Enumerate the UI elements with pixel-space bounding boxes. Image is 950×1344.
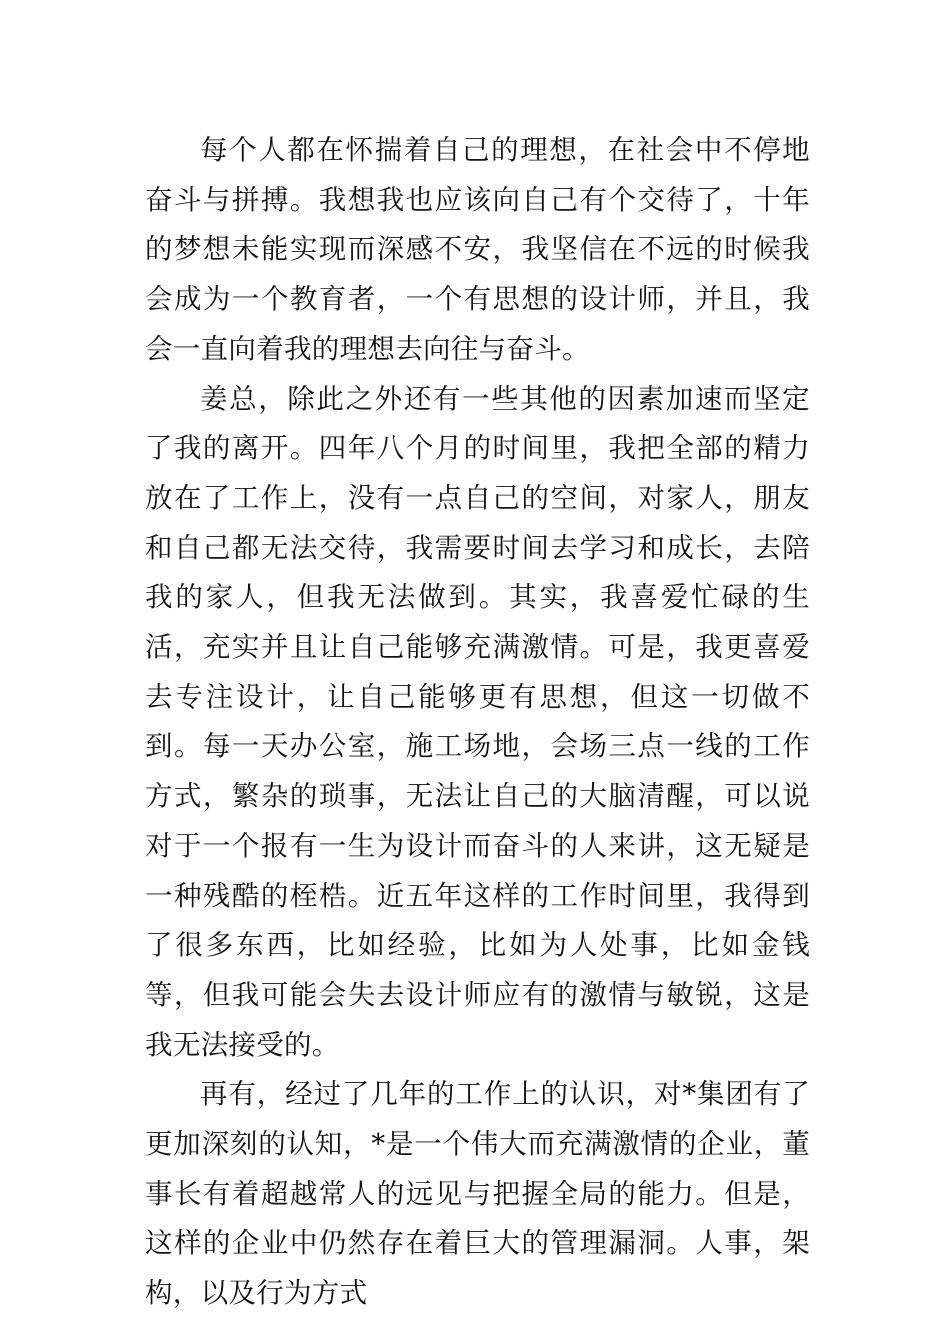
paragraph-reasons-for-leaving: 姜总，除此之外还有一些其他的因素加速而坚定了我的离开。四年八个月的时间里，我把全部的精力放在了工作上，没有一点自己的空间，对家人，朋友和自己都无法交待，我需要时间去学习和成长，去陪我的家人，但我无法做到。其实，我喜爱忙碌的生活，充实并且让自己能够充满激情。可是，我更喜爱去专注设计，让自己能够更有思想，但这一切做不到。每一天办公室，施工场地，会场三点一线的工作方式，繁杂的琐事，无法让自己的大脑清醒，可以说对于一个报有一生为设计而奋斗的人来讲，这无疑是一种残酷的桎梏。近五年这样的工作时间里，我得到了很多东西，比如经验，比如为人处事，比如金钱等，但我可能会失去设计师应有的激情与敏锐，这是我无法接受的。 [145,382,810,1061]
document-body [145,126,810,1319]
paragraph-company-management: 再有，经过了几年的工作上的认识，对*集团有了更加深刻的认知，*是一个伟大而充满激情的企业，董事长有着超越常人的远见与把握全局的能力。但是，这样的企业中仍然存在着巨大的管理漏洞。人事，架构，以及行为方式 [145,1078,810,1310]
paragraph-ideals: 每个人都在怀揣着自己的理想，在社会中不停地奋斗与拼搏。我想我也应该向自己有个交待了，十年的梦想未能实现而深感不安，我坚信在不远的时候我会成为一个教育者，一个有思想的设计师，并且，我会一直向着我的理想去向往与奋斗。 [145,134,810,365]
